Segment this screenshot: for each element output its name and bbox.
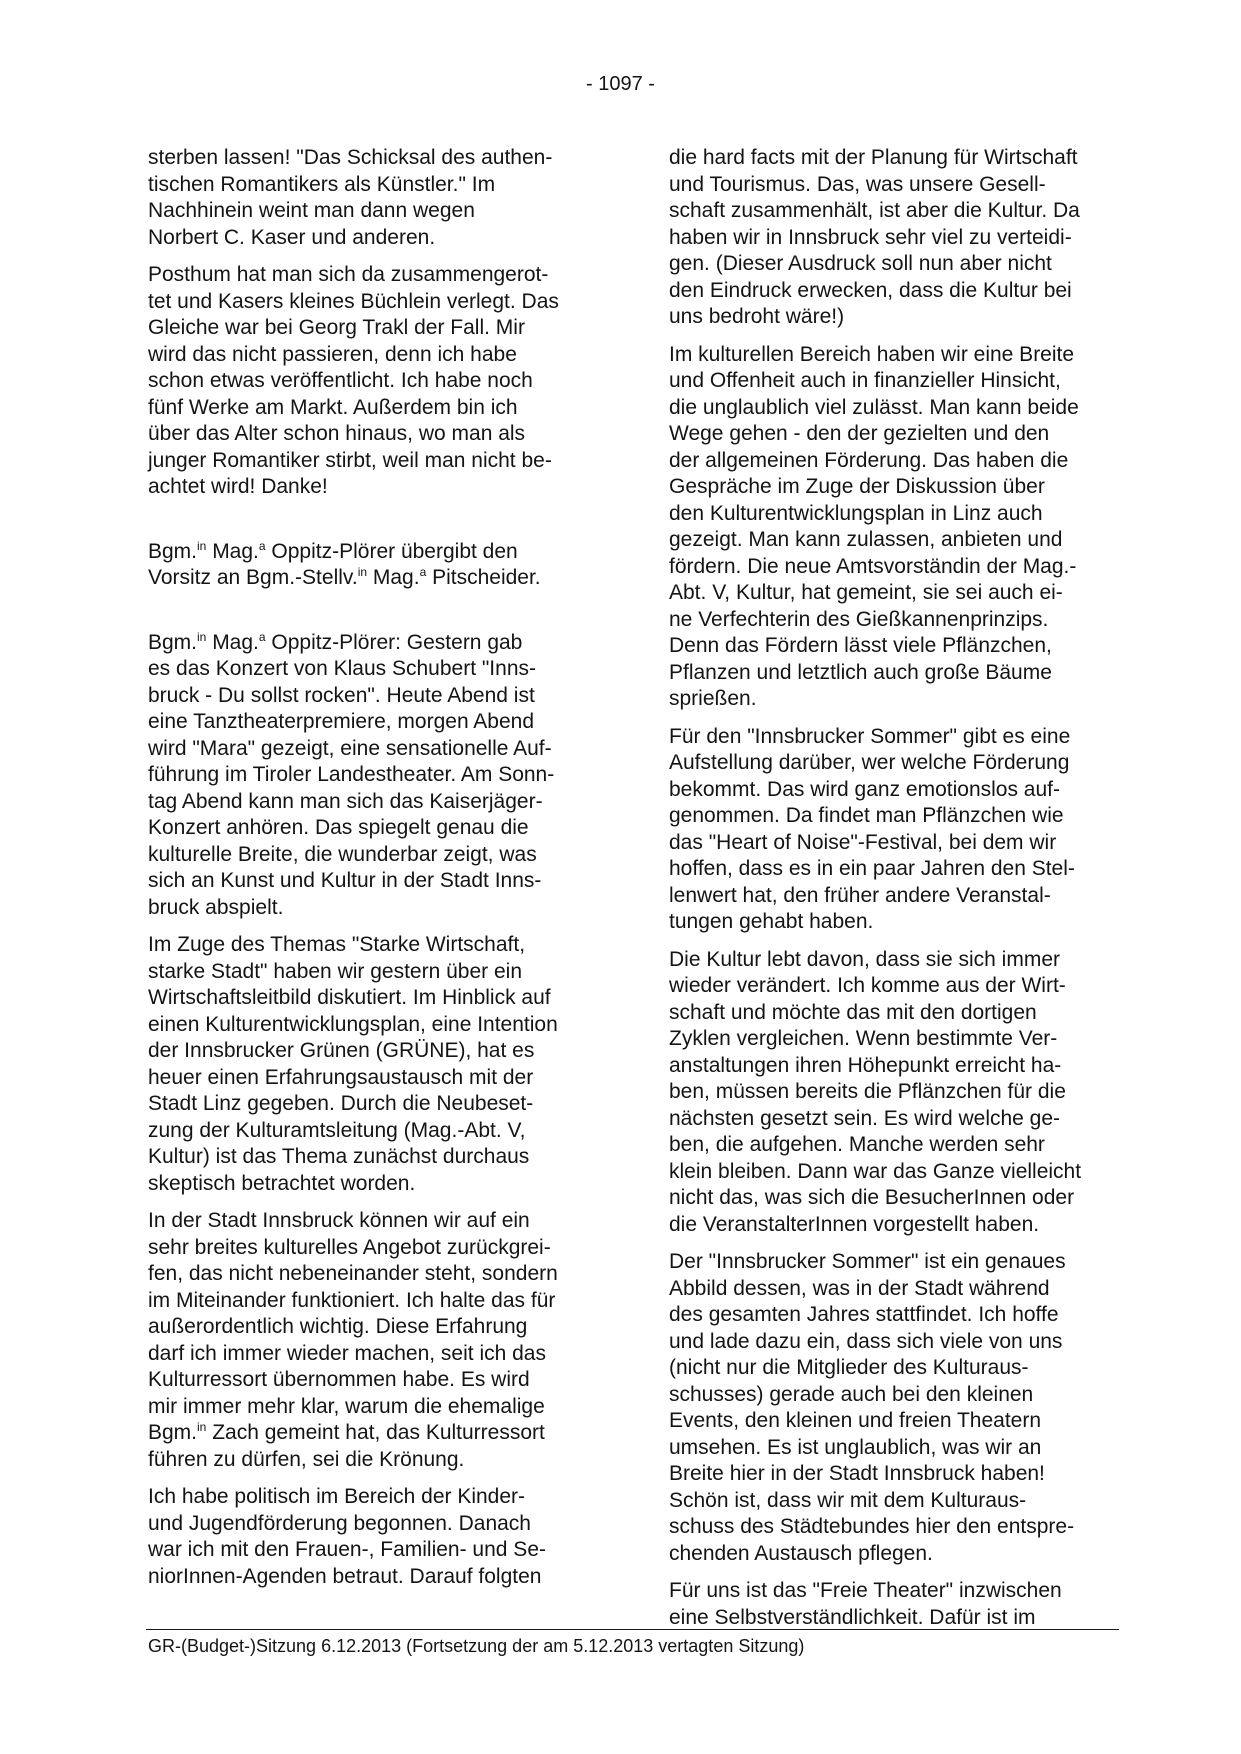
paragraph: Für den "Innsbrucker Sommer" gibt es eine Aufstellung darüber, wer welche Förderung bekommt. Das wird ganz emotionslos auf- genommen. Da findet man Pflänzchen wie das "Heart of Noise"-Festival, bei dem wir hoffen, dass es in ein paar Jahren den Stel- lenwert hat, den früher andere Veranstal- tungen gehabt haben. (669, 724, 1075, 933)
superscript: in (197, 629, 207, 644)
speaker-title: Bgm. (148, 630, 198, 654)
speaker-title: Mag. (206, 630, 259, 654)
paragraph: Die Kultur lebt davon, dass sie sich immer wieder verändert. Ich komme aus der Wirt- schaft und möchte das mit den dortigen Zyklen vergleichen. Wenn bestimmte Ver- anstaltungen ihren Höhepunkt erreicht ha- ben, müssen bereits die Pflänzchen für die nächsten gesetzt sein. Es wird welche ge- ben, die aufgehen. Manche werden sehr klein bleiben. Dann war das Ganze vielleicht nicht das, was sich die BesucherInnen oder die VeranstalterInnen vorgestellt haben. (669, 947, 1082, 1236)
paragraph: Der "Innsbrucker Sommer" ist ein genaues Abbild dessen, was in der Stadt während des gesamten Jahres stattfindet. Ich hoffe und lade dazu ein, dass sich viele von uns (nicht nur die Mitglieder des Kulturaus- schusses) gerade auch bei den kleinen Events, den kleinen und freien Theatern umsehen. Es ist unglaublich, was wir an Breite hier in der Stadt Innsbruck haben! Schön ist, dass wir mit dem Kulturaus- schuss des Städtebundes hier den entspre- chenden Austausch pflegen. (669, 1250, 1075, 1565)
superscript: a (258, 629, 266, 644)
footer-divider (146, 1629, 1119, 1630)
superscript: in (357, 565, 368, 579)
agenda-note (148, 539, 598, 592)
superscript: in (197, 1420, 207, 1434)
paragraph: Posthum hat man sich da zusammengerot- tet und Kasers kleines Büchlein verlegt. Das Gleiche war bei Georg Trakl der Fall. Mir wird das nicht passieren, denn ich habe schon etwas veröffentlicht. Ich habe noch fünf Werke am Markt. Außerdem bin ich über das Alter schon hinaus, wo man als junger Romantiker stirbt, weil man nicht be- achtet wird! Danke! (148, 263, 559, 498)
paragraph: Ich habe politisch im Bereich der Kinder- und Jugendförderung begonnen. Danach war ich mit den Frauen-, Familien- und Se- niorInnen-Agenden betraut. Darauf folgten (148, 1485, 546, 1588)
paragraph: Im Zuge des Themas "Starke Wirtschaft, starke Stadt" haben wir gestern über ein Wirtschaftsleitbild diskutiert. Im Hinblick auf einen Kulturentwicklungsplan, eine Intention der Innsbrucker Grünen (GRÜNE), hat es heuer einen Erfahrungsaustausch mit der Stadt Linz gegeben. Durch die Neubeset- zung der Kulturamtsleitung (Mag.-Abt. V, Kultur) ist das Thema zunächst durchaus skeptisch betrachtet worden. (148, 933, 558, 1195)
superscript: a (258, 538, 266, 553)
paragraph: Im kulturellen Bereich haben wir eine Breite und Offenheit auch in finanzieller Hinsicht, die unglaublich viel zulässt. Man kann beide Wege gehen - den der gezielten und den der allgemeinen Förderung. Das haben die Gespräche im Zuge der Diskussion über den Kulturentwicklungsplan in Linz auch gezeigt. Man kann zulassen, anbieten und fördern. Die neue Amtsvorständin der Mag.- Abt. V, Kultur, hat gemeint, sie sei auch ei- ne Verfechterin des Gießkannenprinzips. Denn das Fördern lässt viele Pflänzchen, Pflanzen und letztlich auch große Bäume sprießen. (669, 342, 1079, 710)
left-column (148, 145, 598, 1601)
paragraph: die hard facts mit der Planung für Wirtschaft und Tourismus. Das, was unsere Gesell- schaft zusammenhält, ist aber die Kultur. Da haben wir in Innsbruck sehr viel zu verteidi- gen. (Dieser Ausdruck soll nun aber nicht den Eindruck erwecken, dass die Kultur bei uns bedroht wäre!) (669, 146, 1080, 328)
page-number: - 1097 - (586, 73, 655, 95)
title-text: Mag. (206, 539, 259, 563)
right-column (669, 145, 1125, 1642)
speaker-name: Oppitz-Plörer: (265, 630, 401, 654)
superscript: in (197, 538, 207, 553)
superscript: a (419, 565, 427, 579)
agenda-text: Oppitz-Plörer übergibt den Vorsitz an Bgm.-Stellv. (148, 539, 518, 589)
title-text: Bgm. (148, 539, 198, 563)
page-footer: GR-(Budget-)Sitzung 6.12.2013 (Fortsetzung der am 5.12.2013 vertagten Sitzung) (148, 1636, 805, 1656)
paragraph-text: Zach gemeint hat, das Kulturressort führen zu dürfen, sei die Krönung. (148, 1421, 545, 1471)
paragraph: Für uns ist das "Freie Theater" inzwischen eine Selbstverständlichkeit. Dafür ist im (669, 1579, 1062, 1629)
title-text: Mag. (367, 566, 420, 589)
speech-paragraph (148, 630, 598, 922)
speech-text: Gestern gab es das Konzert von Klaus Schubert "Inns- bruck - Du sollst rocken". Heute Abend ist eine Tanztheaterpremiere, morgen Abend wird "Mara" gezeigt, eine sensationelle Auf- führung im Tiroler Landestheater. Am Sonn- tag Abend kann man sich das Kaiserjäger- Konzert anhören. Das spiegelt genau die kulturelle Breite, die wunderbar zeigt, was sich an Kunst und Kultur in der Stadt Inns- bruck abspielt. (148, 630, 555, 919)
paragraph (148, 1208, 598, 1473)
paragraph: sterben lassen! "Das Schicksal des authen- tischen Romantikers als Künstler." Im Nachhinein weint man dann wegen Norbert C. Kaser und anderen. (148, 146, 553, 249)
agenda-text: Pitscheider. (426, 566, 541, 589)
paragraph-text: In der Stadt Innsbruck können wir auf ein sehr breites kulturelles Angebot zurückgrei- fen, das nicht nebeneinander steht, sondern im Miteinander funktioniert. Ich halte das für außerordentlich wichtig. Diese Erfahrung darf ich immer wieder machen, seit ich das Kulturressort übernommen habe. Es wird mir immer mehr klar, warum die ehemalige Bgm. (148, 1209, 558, 1444)
